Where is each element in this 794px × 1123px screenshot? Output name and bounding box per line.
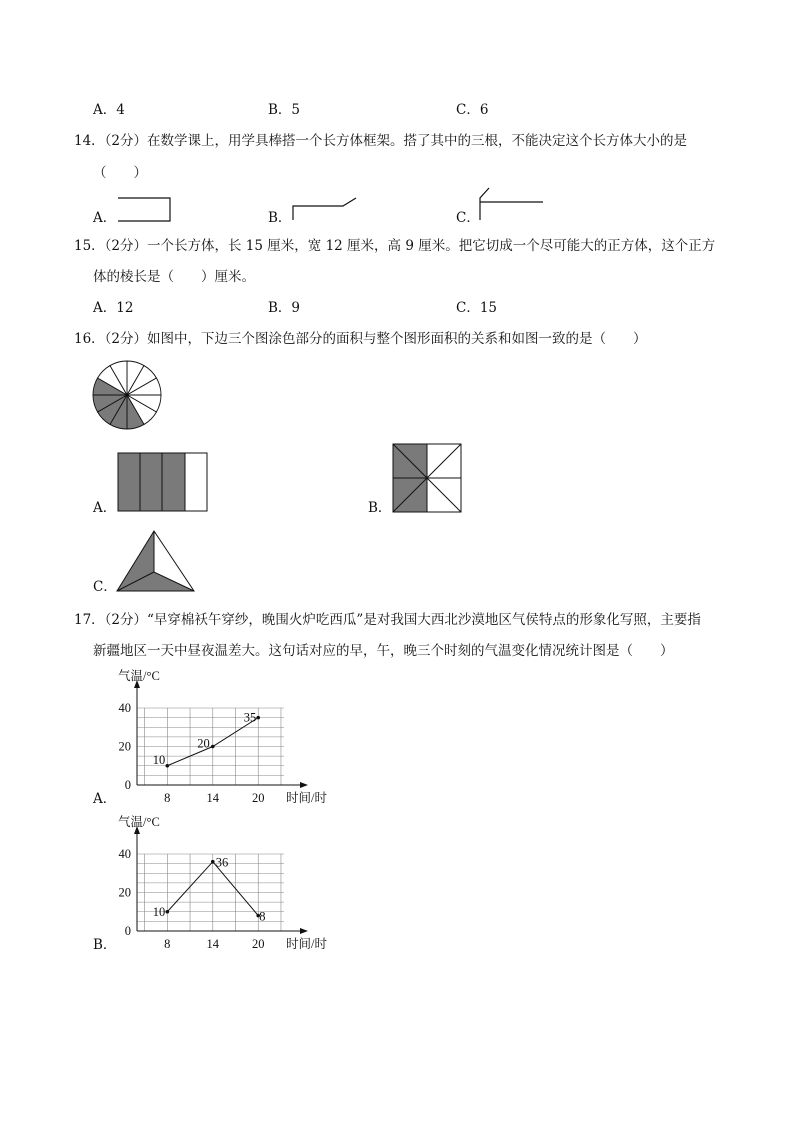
q16-option-a-figure [115,450,211,514]
q14-option-a-figure [115,194,175,224]
x-axis-label: 时间/时 [286,791,327,805]
y-axis-label: 气温/°C [118,815,160,829]
data-label: 20 [197,736,210,751]
x-tick-label: 20 [251,937,265,951]
data-label: 10 [152,752,166,767]
q13-option-c[interactable]: C．6 [456,102,489,118]
data-point [256,716,260,720]
q14-stem: 14．（2分）在数学课上，用学具棒搭一个长方体框架。搭了其中的三根，不能决定这个长方体大小的是 [74,133,688,149]
q17-option-b-line-chart [110,810,350,955]
q15-stem-line1: 15．（2分）一个长方体，长 15 厘米，宽 12 厘米，高 9 厘米。把它切成一个尽可能大的正方体，这个正方 [74,238,716,254]
q16-option-a[interactable]: A． [93,500,117,516]
q16-option-b[interactable]: B． [368,500,392,516]
x-axis-arrow [300,782,308,788]
q16-option-b-figure [390,441,464,515]
q13-option-a[interactable]: A．4 [93,102,125,118]
x-tick-label: 8 [164,791,171,805]
q17-stem-line1: 17．（2分）“早穿棉袄午穿纱，晚围火炉吃西瓜”是对我国大西北沙漠地区气侯特点的形象化写照，主要指 [74,612,701,628]
data-point [211,860,215,864]
y-tick-label: 40 [118,701,131,715]
q15-option-b[interactable]: B．9 [268,300,301,316]
data-point [211,745,215,749]
data-point [166,910,170,914]
q17-option-a[interactable]: A． [93,791,117,807]
y-tick-label: 20 [118,739,131,754]
x-axis-label: 时间/时 [286,937,327,951]
y-tick-label: 0 [124,924,131,938]
data-point [166,764,170,768]
x-axis-arrow [300,928,308,934]
y-tick-label: 40 [118,847,131,861]
data-label: 35 [243,710,257,725]
q13-option-b[interactable]: B．5 [268,102,301,118]
q16-reference-pie-figure [90,358,170,438]
x-tick-label: 14 [206,937,220,951]
q14-answer-paren: （ ） [93,165,147,181]
y-tick-label: 20 [118,885,131,900]
q17-option-a-line-chart [110,664,350,809]
x-tick-label: 8 [164,937,171,951]
data-label: 36 [215,855,229,870]
q17-option-b[interactable]: B． [93,937,117,953]
data-label: 10 [152,904,166,919]
q16-option-c-figure [114,528,200,594]
q16-option-c[interactable]: C． [93,579,117,595]
data-label: 8 [259,909,266,924]
q14-option-b[interactable]: B． [268,210,292,226]
q14-option-b-figure [288,194,363,224]
q15-option-c[interactable]: C．15 [456,300,498,316]
q16-stem: 16．（2分）如图中，下边三个图涂色部分的面积与整个图形面积的关系和如图一致的是（ ） [74,331,647,347]
q15-option-a[interactable]: A．12 [93,300,134,316]
q14-option-c[interactable]: C． [456,210,480,226]
y-axis-label: 气温/°C [118,669,160,683]
q14-option-a[interactable]: A． [93,210,117,226]
y-tick-label: 0 [124,778,131,792]
q17-stem-line2: 新疆地区一天中昼夜温差大。这句话对应的早，午，晚三个时刻的气温变化情况统计图是（ ） [93,643,674,659]
q15-stem-line2: 体的棱长是（ ）厘米。 [93,269,255,285]
q14-option-c-figure [475,186,547,224]
x-tick-label: 14 [206,791,220,805]
x-tick-label: 20 [251,791,265,805]
